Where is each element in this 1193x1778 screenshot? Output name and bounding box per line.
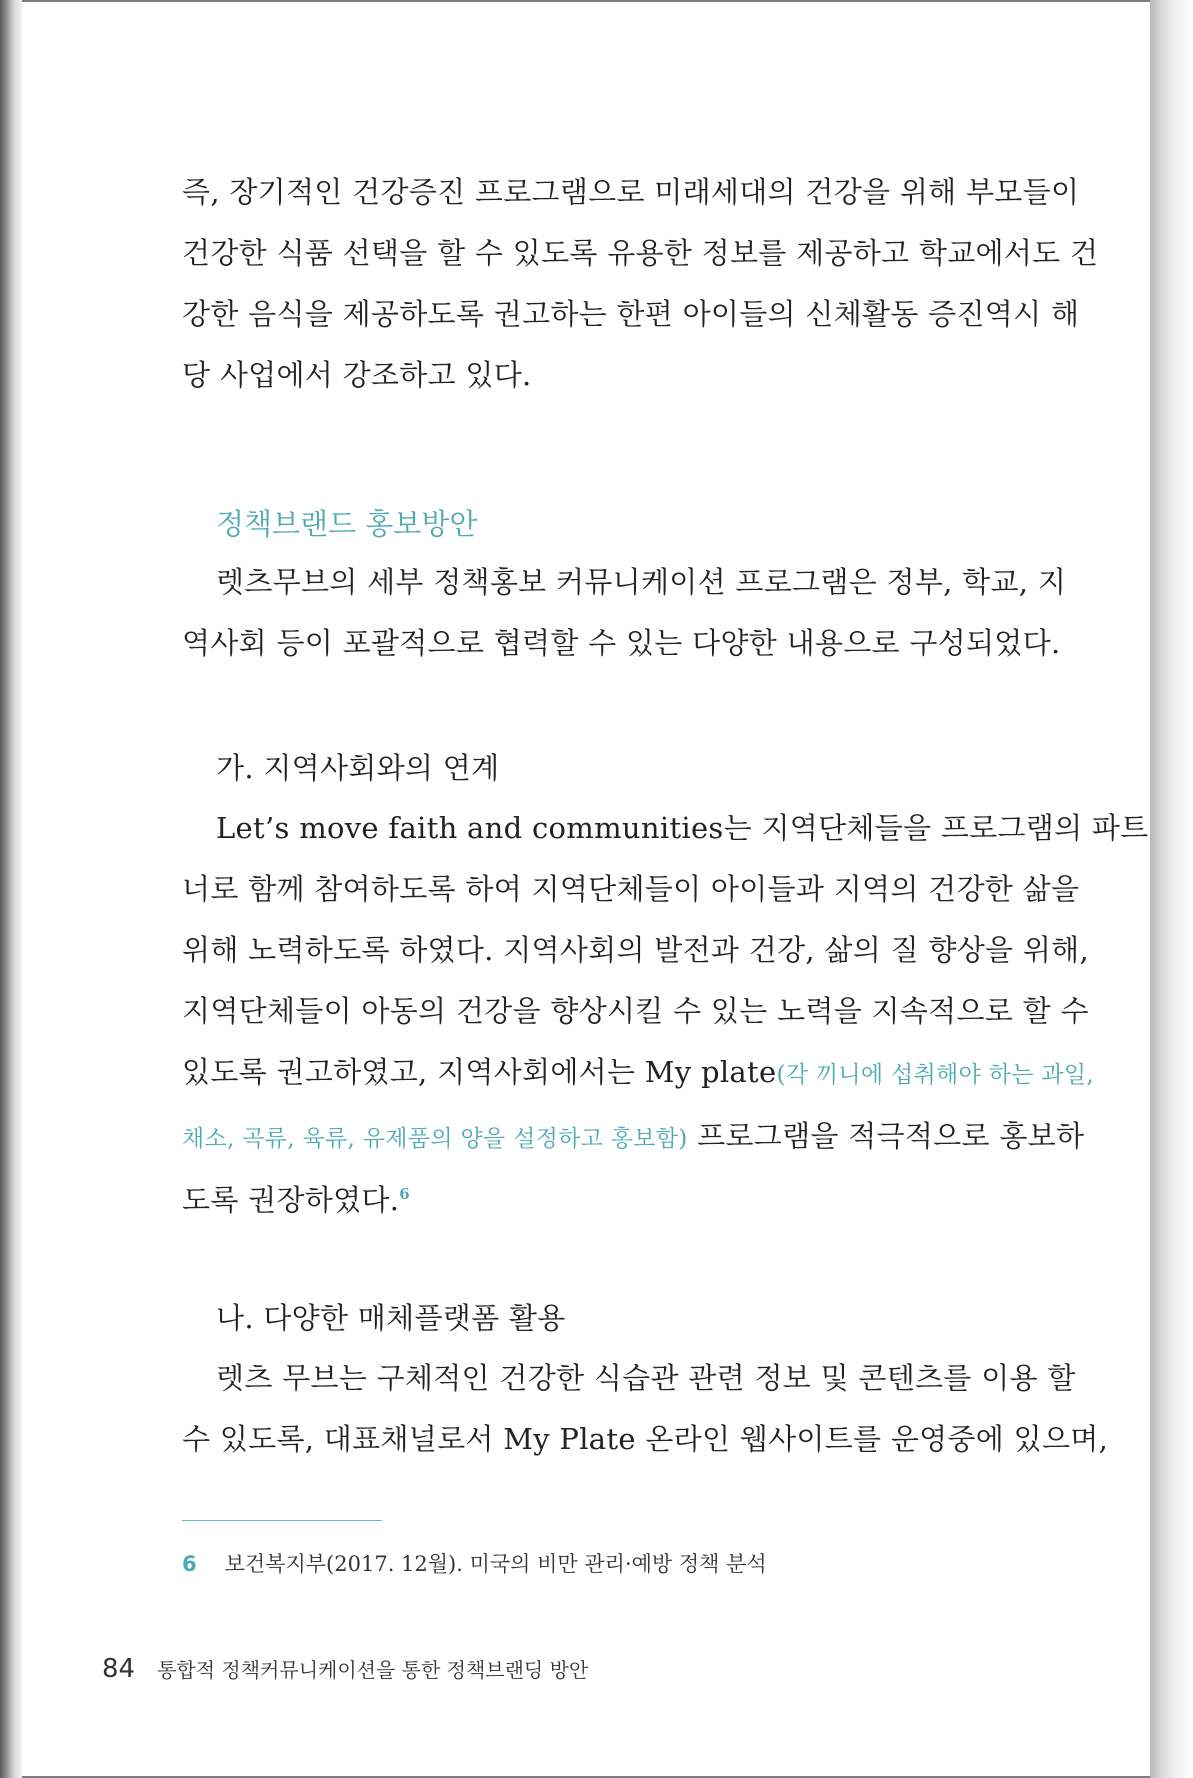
subheading-text: 나. 다양한 매체플랫폼 활용 (216, 1301, 566, 1335)
paragraph-line: 렛츠 무브는 구체적인 건강한 식습관 관련 정보 및 콘텐츠를 이용 할 (216, 1361, 1076, 1395)
footnote (182, 1548, 767, 1578)
paragraph-line: 지역단체들이 아동의 건강을 향상시킬 수 있는 노력을 지속적으로 할 수 (182, 994, 1089, 1028)
page-number: 84 (102, 1654, 136, 1684)
paragraph-line: 위해 노력하도록 하였다. 지역사회의 발전과 건강, 삶의 질 향상을 위해, (182, 933, 1090, 967)
paragraph-3 (182, 798, 1149, 1231)
page-footer (102, 1654, 588, 1684)
paragraph-line: 건강한 식품 선택을 할 수 있도록 유용한 정보를 제공하고 학교에서도 건 (182, 236, 1099, 270)
paragraph-line (182, 1170, 992, 1231)
section-heading: 정책브랜드 홍보방안 (216, 507, 478, 541)
paragraph-line: 너로 함께 참여하도록 하여 지역단체들이 아이들과 지역의 건강한 삶을 (182, 872, 1080, 906)
line-text: 도록 권장하였다. (182, 1183, 400, 1217)
paragraph-line (182, 1042, 1094, 1106)
paragraph-line: 강한 음식을 제공하도록 권고하는 한편 아이들의 신체활동 증진역시 해 (182, 297, 1080, 331)
book-title: 통합적 정책커뮤니케이션을 통한 정책브랜딩 방안 (157, 1658, 589, 1682)
inline-note: 채소, 곡류, 육류, 유제품의 양을 설정하고 홍보함) (182, 1126, 688, 1152)
paragraph-2 (182, 552, 1067, 674)
paragraph-line: 당 사업에서 강조하고 있다. (182, 358, 532, 392)
paragraph-line: 수 있도록, 대표채널로서 My Plate 온라인 웹사이트를 운영중에 있으며, (182, 1422, 1109, 1456)
paragraph-line: 즉, 장기적인 건강증진 프로그램으로 미래세대의 건강을 위해 부모들이 (182, 175, 1080, 209)
page-edge-shadow (1150, 0, 1193, 1778)
line-text: 있도록 권고하였고, 지역사회에서는 My plate (182, 1055, 777, 1089)
footnote-reference[interactable]: 6 (399, 1185, 410, 1203)
paragraph-line: 역사회 등이 포괄적으로 협력할 수 있는 다양한 내용으로 구성되었다. (182, 626, 1061, 660)
subheading-text: 가. 지역사회와의 연계 (216, 751, 500, 785)
footnote-divider (182, 1520, 382, 1521)
paragraph-4 (182, 1348, 1109, 1470)
subheading-a (182, 738, 992, 799)
paragraph-line (182, 1106, 1085, 1170)
inline-note: (각 끼니에 섭취해야 하는 과일, (776, 1062, 1094, 1088)
subheading-b (182, 1288, 992, 1349)
footnote-text: 보건복지부(2017. 12월). 미국의 비만 관리·예방 정책 분석 (224, 1552, 767, 1576)
paragraph-line: Let’s move faith and communities는 지역단체들을 프로그램의 파트 (216, 811, 1149, 845)
footnote-number: 6 (182, 1552, 197, 1576)
paragraph-line: 렛츠무브의 세부 정책홍보 커뮤니케이션 프로그램은 정부, 학교, 지 (216, 565, 1067, 599)
line-text: 프로그램을 적극적으로 홍보하 (687, 1119, 1085, 1153)
paragraph-1 (182, 162, 1099, 406)
